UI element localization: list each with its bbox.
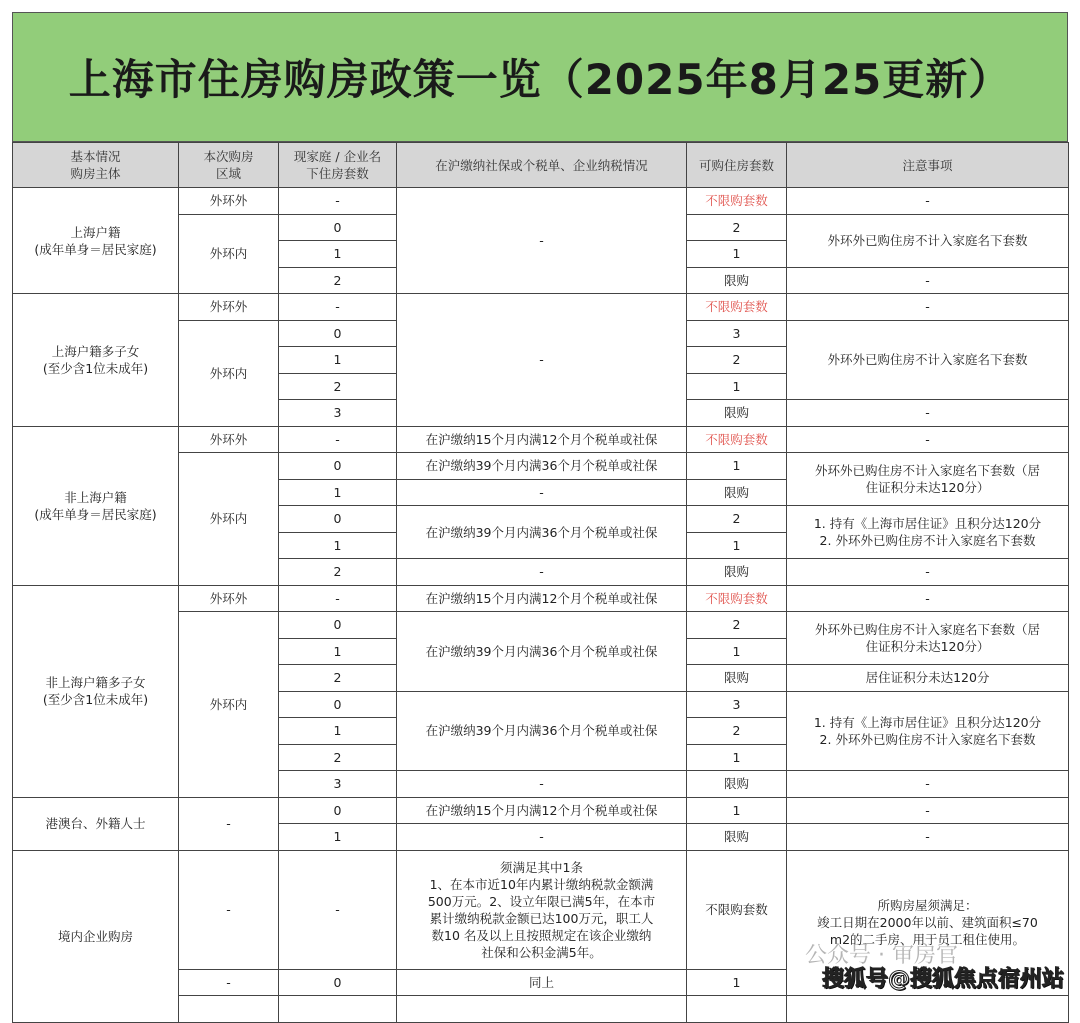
table-cell: - — [787, 400, 1069, 427]
table-cell: - — [179, 969, 279, 996]
table-cell: 外环外 — [179, 585, 279, 612]
table-cell: 1 — [687, 797, 787, 824]
table-cell: 限购 — [687, 559, 787, 586]
table-cell: 0 — [279, 797, 397, 824]
table-cell: 外环外 — [179, 188, 279, 215]
table-cell — [179, 996, 279, 1023]
table-cell: 1 — [279, 532, 397, 559]
watermark-wechat: 公众号 · 审房官 — [805, 943, 958, 968]
table-cell: 不限购套数 — [687, 426, 787, 453]
table-cell: 所购房屋须满足： 竣工日期在2000年以前、建筑面积≤70 m2的二手房、用于员工租住使用。 — [787, 850, 1069, 996]
table-cell: 0 — [279, 214, 397, 241]
table-cell: 1 — [687, 453, 787, 480]
table-cell: 2 — [687, 347, 787, 374]
table-cell: 0 — [279, 320, 397, 347]
table-cell: 在沪缴纳15个月内满12个月个税单或社保 — [397, 797, 687, 824]
header-buyer: 基本情况 购房主体 — [13, 143, 179, 188]
table-cell: 外环内 — [179, 453, 279, 586]
table-cell: 须满足其中1条 1、在本市近10年内累计缴纳税款金额满 500万元。2、设立年限已满5年，在本市 累计缴纳税款金额已达100万元，职工人 数10 名及以上且按照规定在该企业缴纳 社保和公积金满5年。 — [397, 850, 687, 969]
table-cell: 2 — [279, 744, 397, 771]
table-cell: - — [787, 267, 1069, 294]
table-cell: 在沪缴纳39个月内满36个月个税单或社保 — [397, 506, 687, 559]
table-cell: 不限购套数 — [687, 850, 787, 969]
table-cell: - — [179, 850, 279, 969]
table-cell: 0 — [279, 969, 397, 996]
table-cell: - — [397, 824, 687, 851]
table-cell: 1 — [279, 479, 397, 506]
table-cell: 1 — [279, 638, 397, 665]
table-cell: - — [787, 188, 1069, 215]
table-cell: - — [279, 585, 397, 612]
table-cell: - — [279, 426, 397, 453]
table-cell: 1 — [687, 241, 787, 268]
table-cell: 外环内 — [179, 320, 279, 426]
table-cell: - — [787, 824, 1069, 851]
table-cell: 限购 — [687, 479, 787, 506]
table-cell: - — [179, 797, 279, 850]
table-cell: 1. 持有《上海市居住证》且积分达120分 2. 外环外已购住房不计入家庭名下套数 — [787, 691, 1069, 771]
table-cell: 2 — [279, 559, 397, 586]
table-cell — [687, 996, 787, 1023]
table-cell: 0 — [279, 453, 397, 480]
table-cell: 在沪缴纳39个月内满36个月个税单或社保 — [397, 453, 687, 480]
table-cell: 在沪缴纳39个月内满36个月个税单或社保 — [397, 612, 687, 692]
table-cell: 3 — [687, 320, 787, 347]
table-cell: 上海户籍 (成年单身＝居民家庭) — [13, 188, 179, 294]
table-cell: 港澳台、外籍人士 — [13, 797, 179, 850]
table-cell: 境内企业购房 — [13, 850, 179, 1022]
table-cell: 外环内 — [179, 612, 279, 798]
table-cell: 2 — [687, 214, 787, 241]
table-cell: 1 — [687, 373, 787, 400]
table-cell: 同上 — [397, 969, 687, 996]
table-cell: - — [787, 426, 1069, 453]
table-cell: 2 — [687, 506, 787, 533]
table-cell: 外环外已购住房不计入家庭名下套数 — [787, 214, 1069, 267]
table-cell: 外环外已购住房不计入家庭名下套数 — [787, 320, 1069, 400]
table-cell: - — [787, 294, 1069, 321]
table-cell: - — [787, 797, 1069, 824]
table-cell: 3 — [687, 691, 787, 718]
table-cell: 在沪缴纳15个月内满12个月个税单或社保 — [397, 426, 687, 453]
table-cell: 1 — [687, 638, 787, 665]
table-cell: 不限购套数 — [687, 188, 787, 215]
table-row — [13, 188, 1069, 215]
table-cell: 限购 — [687, 267, 787, 294]
header-allowed-count: 可购住房套数 — [687, 143, 787, 188]
page-title: 上海市住房购房政策一览（2025年8月25更新） — [12, 12, 1068, 142]
table-cell: 不限购套数 — [687, 585, 787, 612]
table-cell: 限购 — [687, 771, 787, 798]
table-cell: 在沪缴纳15个月内满12个月个税单或社保 — [397, 585, 687, 612]
table-cell: 在沪缴纳39个月内满36个月个税单或社保 — [397, 691, 687, 771]
table-cell: - — [397, 479, 687, 506]
header-area: 本次购房 区域 — [179, 143, 279, 188]
table-cell: 限购 — [687, 400, 787, 427]
table-cell: 限购 — [687, 824, 787, 851]
table-cell: 2 — [687, 718, 787, 745]
table-cell: 1 — [687, 744, 787, 771]
table-cell: 外环外已购住房不计入家庭名下套数（居 住证积分未达120分） — [787, 612, 1069, 665]
table-cell: 2 — [687, 612, 787, 639]
table-cell: 非上海户籍多子女 (至少含1位未成年) — [13, 585, 179, 797]
table-cell: 2 — [279, 373, 397, 400]
header-row — [13, 143, 1069, 188]
table-cell: 限购 — [687, 665, 787, 692]
table-cell: 1 — [279, 241, 397, 268]
table-cell: - — [787, 559, 1069, 586]
table-cell: 外环外已购住房不计入家庭名下套数（居 住证积分未达120分） — [787, 453, 1069, 506]
table-cell: 0 — [279, 506, 397, 533]
table-cell: - — [397, 188, 687, 294]
table-cell: 外环外 — [179, 426, 279, 453]
table-cell: 0 — [279, 691, 397, 718]
table-cell: - — [397, 294, 687, 427]
table-row — [13, 797, 1069, 824]
table-row — [13, 426, 1069, 453]
table-cell: 不限购套数 — [687, 294, 787, 321]
table-cell — [279, 996, 397, 1023]
table-cell — [787, 996, 1069, 1023]
table-cell: 外环外 — [179, 294, 279, 321]
header-notes: 注意事项 — [787, 143, 1069, 188]
policy-table — [12, 142, 1069, 1023]
table-cell: 居住证积分未达120分 — [787, 665, 1069, 692]
table-cell: 外环内 — [179, 214, 279, 294]
table-cell: 2 — [279, 267, 397, 294]
table-cell: 1 — [279, 347, 397, 374]
table-cell: - — [279, 294, 397, 321]
policy-sheet — [12, 12, 1068, 1023]
table-cell: 1 — [687, 532, 787, 559]
table-row — [13, 294, 1069, 321]
table-cell: 上海户籍多子女 (至少含1位未成年) — [13, 294, 179, 427]
table-cell: 3 — [279, 771, 397, 798]
table-cell: 非上海户籍 (成年单身＝居民家庭) — [13, 426, 179, 585]
table-cell: 3 — [279, 400, 397, 427]
watermark-sohu: 搜狐号@搜狐焦点宿州站 — [822, 967, 1065, 992]
table-cell: - — [279, 188, 397, 215]
table-cell: - — [279, 850, 397, 969]
table-cell: 2 — [279, 665, 397, 692]
table-cell: - — [397, 771, 687, 798]
table-cell: - — [787, 585, 1069, 612]
table-cell — [397, 996, 687, 1023]
table-cell: 1 — [279, 824, 397, 851]
table-cell: 1. 持有《上海市居住证》且积分达120分 2. 外环外已购住房不计入家庭名下套数 — [787, 506, 1069, 559]
table-cell: 1 — [687, 969, 787, 996]
table-cell: - — [787, 771, 1069, 798]
table-row — [13, 585, 1069, 612]
table-cell: - — [397, 559, 687, 586]
table-cell: 1 — [279, 718, 397, 745]
header-owned-count: 现家庭 / 企业名 下住房套数 — [279, 143, 397, 188]
table-cell: 0 — [279, 612, 397, 639]
header-tax-social: 在沪缴纳社保或个税单、企业纳税情况 — [397, 143, 687, 188]
